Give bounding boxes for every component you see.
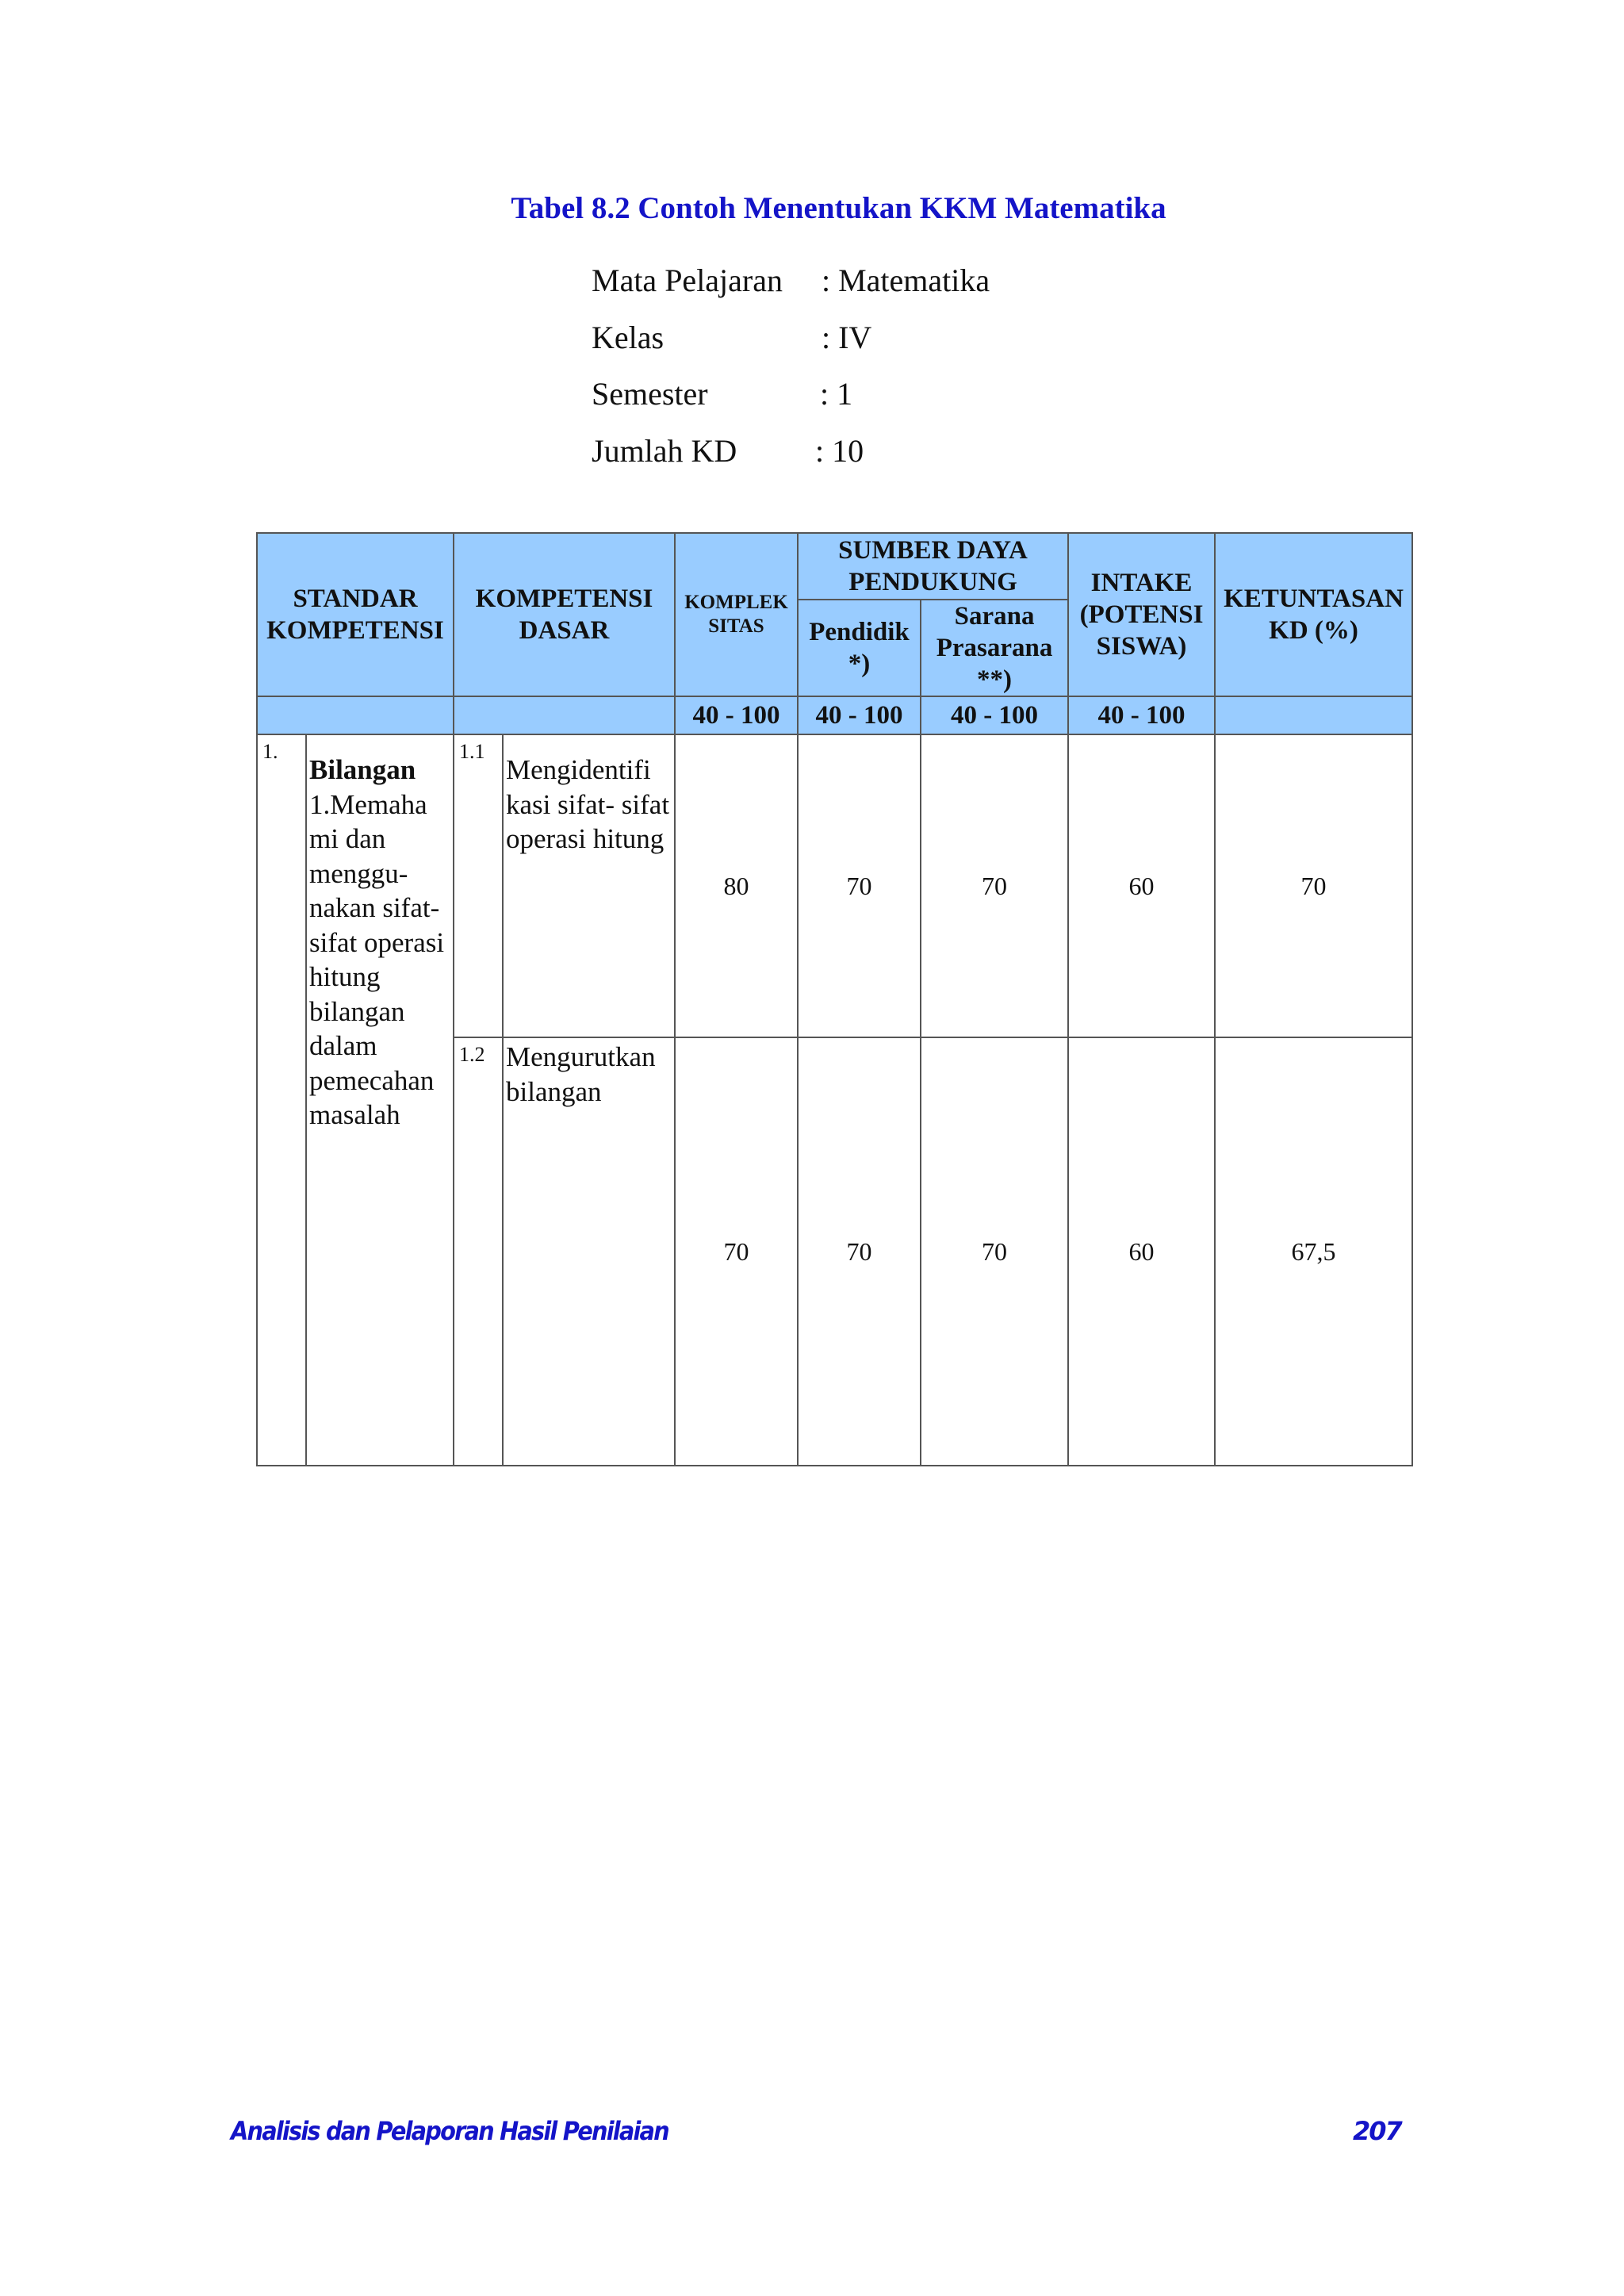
kd-number: 1.2: [454, 1037, 503, 1466]
value-kompleksitas: 80: [675, 734, 798, 1037]
range-pendidik: 40 - 100: [798, 696, 921, 734]
header-intake: INTAKE (POTENSI SISWA): [1068, 533, 1215, 696]
info-value: : Matematika: [822, 263, 990, 298]
info-label: Kelas: [592, 319, 665, 355]
kkm-table: [256, 532, 1413, 1466]
info-value: : IV: [822, 319, 872, 355]
value-intake: 60: [1068, 734, 1215, 1037]
sk-text: 1.Memaha mi dan menggu- nakan sifat- sifat operasi hitung bilangan dalam pemecahan masalah: [309, 788, 445, 1130]
value-intake: 60: [1068, 1037, 1215, 1466]
header-sarana: Sarana Prasarana **): [921, 600, 1068, 696]
value-kompleksitas: 70: [675, 1037, 798, 1466]
value-pendidik: 70: [798, 734, 921, 1037]
range-intake: 40 - 100: [1068, 696, 1215, 734]
value-ketuntasan: 70: [1215, 734, 1412, 1037]
info-label: Jumlah KD: [592, 432, 737, 469]
sk-title: Bilangan: [309, 754, 416, 785]
sk-number: 1.: [257, 734, 306, 1466]
page-number: 207: [1353, 2116, 1401, 2146]
kd-number: 1.1: [454, 734, 503, 1037]
header-kompleksitas: KOMPLEK SITAS: [675, 533, 798, 696]
page-title: Tabel 8.2 Contoh Menentukan KKM Matematika: [511, 191, 1166, 225]
info-value: : 10: [815, 432, 864, 469]
header-pendidik: Pendidik *): [798, 600, 921, 696]
value-ketuntasan: 67,5: [1215, 1037, 1412, 1466]
kd-text: Mengidentifi kasi sifat- sifat operasi hitung: [503, 734, 675, 1037]
header-sumber-daya: SUMBER DAYA PENDUKUNG: [798, 533, 1068, 600]
header-ketuntasan: KETUNTASAN KD (%): [1215, 533, 1412, 696]
info-label: Mata Pelajaran: [592, 263, 783, 298]
table-row: [257, 734, 1412, 1037]
value-sarana: 70: [921, 734, 1068, 1037]
header-standar-kompetensi: STANDAR KOMPETENSI: [257, 533, 454, 696]
info-value: : 1: [820, 376, 853, 412]
info-label: Semester: [592, 376, 708, 412]
header-kompetensi-dasar: KOMPETENSI DASAR: [454, 533, 675, 696]
range-sarana: 40 - 100: [921, 696, 1068, 734]
kd-text: Mengurutkan bilangan: [503, 1037, 675, 1466]
range-kompleksitas: 40 - 100: [675, 696, 798, 734]
sk-cell: [306, 734, 454, 1466]
value-sarana: 70: [921, 1037, 1068, 1466]
value-pendidik: 70: [798, 1037, 921, 1466]
footer-book-title: Analisis dan Pelaporan Hasil Penilaian: [231, 2116, 668, 2146]
